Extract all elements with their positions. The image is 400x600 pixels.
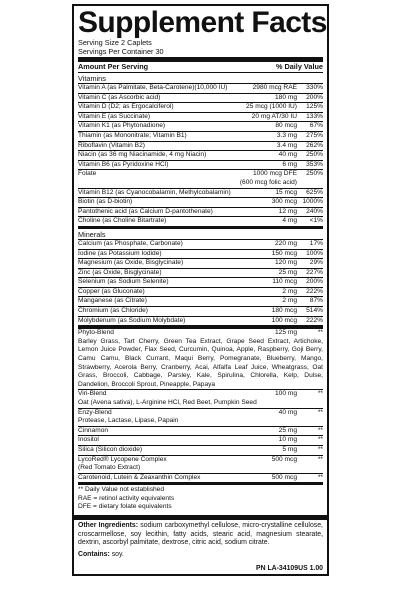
nutrient-amount: 2 mg — [282, 297, 297, 305]
blend-name: Phyto-Blend — [78, 329, 114, 337]
blend-block — [78, 426, 323, 436]
blend-amount: 500 mcg — [271, 455, 297, 463]
nutrient-dv: 227% — [306, 268, 323, 276]
blend-description: (Red Tomato Extract) — [78, 464, 141, 472]
blend-block — [78, 445, 323, 455]
nutrient-dv: 330% — [306, 84, 323, 91]
blend-amount: 125 mg — [275, 329, 297, 337]
nutrient-dv: 1000% — [302, 198, 323, 206]
blend-dv: ** — [317, 473, 323, 481]
nutrient-amount: 180 mg — [275, 93, 297, 101]
nutrient-dv: 133% — [306, 112, 323, 120]
blend-name: LycoRed® Lycopene Complex — [78, 455, 167, 463]
nutrient-dv: 514% — [306, 307, 323, 315]
part-number: PN LA-34109US 1.00 — [255, 565, 323, 572]
nutrient-row — [78, 287, 323, 297]
nutrient-row — [78, 93, 323, 103]
blend-amount: 25 mg — [278, 426, 297, 434]
blend-block — [78, 328, 323, 389]
blend-name: Carotenoid, Lutein & Zeaxanthin Complex — [78, 473, 201, 481]
nutrient-amount: 6 mg — [282, 160, 297, 168]
nutrient-name: Selenium (as Sodium Selenite) — [78, 278, 169, 286]
nutrient-row — [78, 306, 323, 316]
blend-block — [78, 435, 323, 445]
nutrient-amount: 300 mcg — [271, 198, 297, 206]
blend-block — [78, 455, 323, 473]
nutrient-row — [78, 277, 323, 287]
nutrient-dv: 250% — [306, 151, 323, 159]
nutrient-amount: 12 mg — [278, 207, 297, 215]
nutrient-amount: 15 mcg — [275, 188, 297, 196]
nutrient-amount: 220 mg — [275, 239, 297, 247]
nutrient-name: Folate — [78, 170, 97, 178]
minerals-heading: Minerals — [78, 229, 106, 239]
blend-header — [78, 409, 323, 418]
blend-dv: ** — [317, 408, 323, 416]
nutrient-dv: 250% — [306, 170, 323, 178]
nutrient-row — [78, 316, 323, 326]
nutrient-name: Zinc (as Oxide, Bisglycinate) — [78, 268, 162, 276]
blend-header — [78, 390, 323, 399]
nutrient-row — [78, 216, 323, 226]
nutrient-name: Choline (as Choline Bitartrate) — [78, 217, 167, 225]
amount-header: Amount Per Serving — [78, 62, 149, 71]
serving-size: Serving Size 2 Caplets — [78, 38, 152, 47]
blend-amount: 500 mcg — [271, 473, 297, 481]
nutrient-amount: 120 mg — [275, 259, 297, 267]
nutrient-name: Riboflavin (Vitamin B2) — [78, 141, 145, 149]
vitamins-b-list — [78, 188, 323, 226]
blend-description: Protease, Lactase, Lipase, Papain — [78, 417, 179, 425]
nutrient-dv: 625% — [306, 188, 323, 196]
nutrient-amount: 2 mg — [282, 287, 297, 295]
nutrient-row — [78, 197, 323, 207]
contains-label: Contains: — [78, 550, 110, 558]
nutrient-amount: 4 mg — [282, 217, 297, 225]
other-ingredients-label: Other Ingredients: — [78, 521, 139, 529]
nutrient-amount: 150 mcg — [271, 249, 297, 257]
nutrient-name: Thiamin (as Mononitrate; Vitamin B1) — [78, 131, 187, 139]
nutrient-name: Vitamin A (as Palmitate, Beta-Carotene)(10,000 IU) — [78, 84, 227, 91]
blend-header — [78, 436, 323, 445]
blend-name: Enzy-Blend — [78, 408, 112, 416]
nutrient-dv: <1% — [309, 217, 323, 225]
nutrient-amount: 180 mcg — [271, 307, 297, 315]
blend-block — [78, 389, 323, 407]
nutrient-amount: 100 mcg — [271, 316, 297, 324]
blend-amount: 10 mg — [278, 436, 297, 444]
nutrient-dv: 67% — [309, 122, 323, 130]
nutrient-row — [78, 141, 323, 151]
nutrient-dv: 262% — [306, 141, 323, 149]
blends-list — [78, 328, 323, 482]
contains-text: soy. — [111, 550, 124, 558]
column-header — [78, 62, 323, 73]
nutrient-dv: 100% — [306, 249, 323, 257]
nutrient-name: Vitamin K1 (as Phytonadione) — [78, 122, 166, 130]
panel-title: Supplement Facts — [78, 6, 327, 39]
footnote-line: ** Daily Value not established — [78, 486, 165, 494]
nutrient-row — [78, 249, 323, 259]
nutrient-amount: 80 mcg — [275, 122, 297, 130]
nutrient-name: Pantothenic acid (as Calcium D-pantothenate) — [78, 207, 213, 215]
blend-description: Oat (Avena sativa), L-Arginine HCl, Red Beet, Pumpkin Seed — [78, 399, 257, 406]
blend-dv: ** — [317, 329, 323, 337]
nutrient-row — [78, 112, 323, 122]
nutrient-dv: 240% — [306, 207, 323, 215]
vitamins-list — [78, 83, 323, 169]
nutrient-amount: 3.3 mg — [276, 131, 297, 139]
nutrient-amount: 110 mcg — [272, 278, 297, 286]
footnote-line: DFE = dietary folate equivalents — [78, 502, 172, 510]
nutrient-row — [78, 150, 323, 160]
contains-line — [78, 551, 323, 560]
blend-name: Inositol — [78, 436, 99, 444]
nutrient-name: Copper (as Gluconate) — [78, 287, 145, 295]
blend-amount: 100 mg — [275, 390, 297, 398]
nutrient-row — [78, 268, 323, 278]
nutrient-row-folate — [78, 169, 323, 179]
footnote-line: RAE = retinol activity equivalents — [78, 494, 175, 502]
nutrient-name: Biotin (as D-biotin) — [78, 198, 133, 206]
nutrient-amount: 40 mg — [278, 151, 297, 159]
footnotes — [78, 485, 323, 511]
nutrient-row — [78, 258, 323, 268]
nutrient-dv: 87% — [309, 297, 323, 305]
blend-dv: ** — [317, 390, 323, 398]
blend-name: Viri-Blend — [78, 390, 107, 398]
nutrient-row — [78, 121, 323, 131]
nutrient-name: Chromium (as Chloride) — [78, 307, 148, 315]
blend-name: Silica (Silicon dioxide) — [78, 445, 143, 453]
nutrient-name: Vitamin D (D2; as Ergocalciferol) — [78, 103, 174, 111]
nutrient-dv: 222% — [306, 287, 323, 295]
servings-per-container: Servings Per Container 30 — [78, 47, 164, 56]
blend-header — [78, 446, 323, 455]
blend-description: Barley Grass, Tart Cherry, Green Tea Extract, Grape Seed Extract, Artichoke, Lemon Juice Powder, Flax Seed, Curcumin, Quinoa, Apple, Raspberry, Goji Berry, Camu Camu, Black Currant, Maqui Berry, Pomegranate, Blueberry, Mango, Strawberry, Acerola Berry, Cranberry, Acai, Alfalfa Leaf Juice, Wheatgrass, Oat Grass, Broccoli, Cabbage, Parsley, Kale, Spirulina, Chlorella, Kelp, Dulse, Dandelion, Broccoli Sprout, Pineapple, Papaya — [78, 337, 323, 388]
nutrient-dv: 275% — [306, 131, 323, 139]
nutrient-row — [78, 83, 323, 93]
other-ingredients — [74, 515, 327, 559]
nutrient-name: Magnesium (as Oxide, Bisglycinate) — [78, 259, 184, 267]
nutrient-row — [78, 296, 323, 306]
nutrient-dv: 200% — [306, 93, 323, 101]
nutrient-amount: 25 mg — [278, 268, 297, 276]
nutrient-amount: 25 mcg (1000 IU) — [246, 103, 297, 111]
nutrient-amount: 1000 mcg DFE — [253, 170, 297, 178]
nutrient-name: Iodine (as Potassium Iodide) — [78, 249, 162, 257]
nutrient-name: Vitamin B12 (as Cyanocobalamin, Methylcobalamin) — [78, 188, 231, 196]
nutrient-amount: 2980 mcg RAE — [252, 84, 297, 91]
dv-header: % Daily Value — [275, 62, 323, 71]
supplement-facts-panel — [72, 4, 329, 576]
nutrient-name: Niacin (as 36 mg Niacinamide, 4 mg Niacin) — [78, 151, 207, 159]
blend-dv: ** — [317, 445, 323, 453]
nutrient-name: Vitamin B6 (as Pyridoxine HCl) — [78, 160, 169, 168]
nutrient-row — [78, 102, 323, 112]
nutrient-row — [78, 239, 323, 249]
nutrient-row — [78, 160, 323, 170]
vitamins-heading: Vitamins — [78, 74, 106, 83]
blend-header — [78, 456, 323, 465]
blend-block — [78, 408, 323, 426]
nutrient-dv: 17% — [309, 239, 323, 247]
nutrient-amount: 3.4 mg — [276, 141, 297, 149]
blend-header — [78, 427, 323, 436]
nutrient-dv: 200% — [306, 278, 323, 286]
nutrient-dv: 125% — [306, 103, 323, 111]
blend-dv: ** — [317, 455, 323, 463]
nutrient-row — [78, 131, 323, 141]
nutrient-row — [78, 207, 323, 217]
nutrient-name: Calcium (as Phosphate, Carbonate) — [78, 239, 183, 247]
blend-amount: 5 mg — [282, 445, 297, 453]
blend-dv: ** — [317, 436, 323, 444]
blend-header — [78, 474, 323, 483]
nutrient-dv: 222% — [306, 316, 323, 324]
blend-dv: ** — [317, 426, 323, 434]
blend-header — [78, 329, 323, 338]
minerals-list — [78, 239, 323, 325]
nutrient-amount: 20 mg AT/30 IU — [251, 112, 297, 120]
nutrient-name: Molybdenum (as Sodium Molybdate) — [78, 316, 186, 324]
folate-subnote: (600 mcg folic acid) — [239, 178, 297, 186]
nutrient-row — [78, 188, 323, 198]
nutrient-dv: 353% — [306, 160, 323, 168]
nutrient-name: Vitamin E (as Succinate) — [78, 112, 151, 120]
blend-amount: 40 mg — [278, 408, 297, 416]
nutrient-name: Manganese (as Citrate) — [78, 297, 147, 305]
other-ingredients-text: sodium carboxymethyl cellulose, micro-crystalline cellulose, croscarmellose, soy lecithin, fatty acids, stearic acid, magnesium stearate, dextrin, ascorbyl palmitate, dextrose, citric acid, sodium citrate. — [78, 521, 323, 547]
nutrient-name: Vitamin C (as Ascorbic acid) — [78, 93, 161, 101]
nutrient-dv: 29% — [309, 259, 323, 267]
blend-block — [78, 473, 323, 483]
blend-name: Cinnamon — [78, 426, 109, 434]
